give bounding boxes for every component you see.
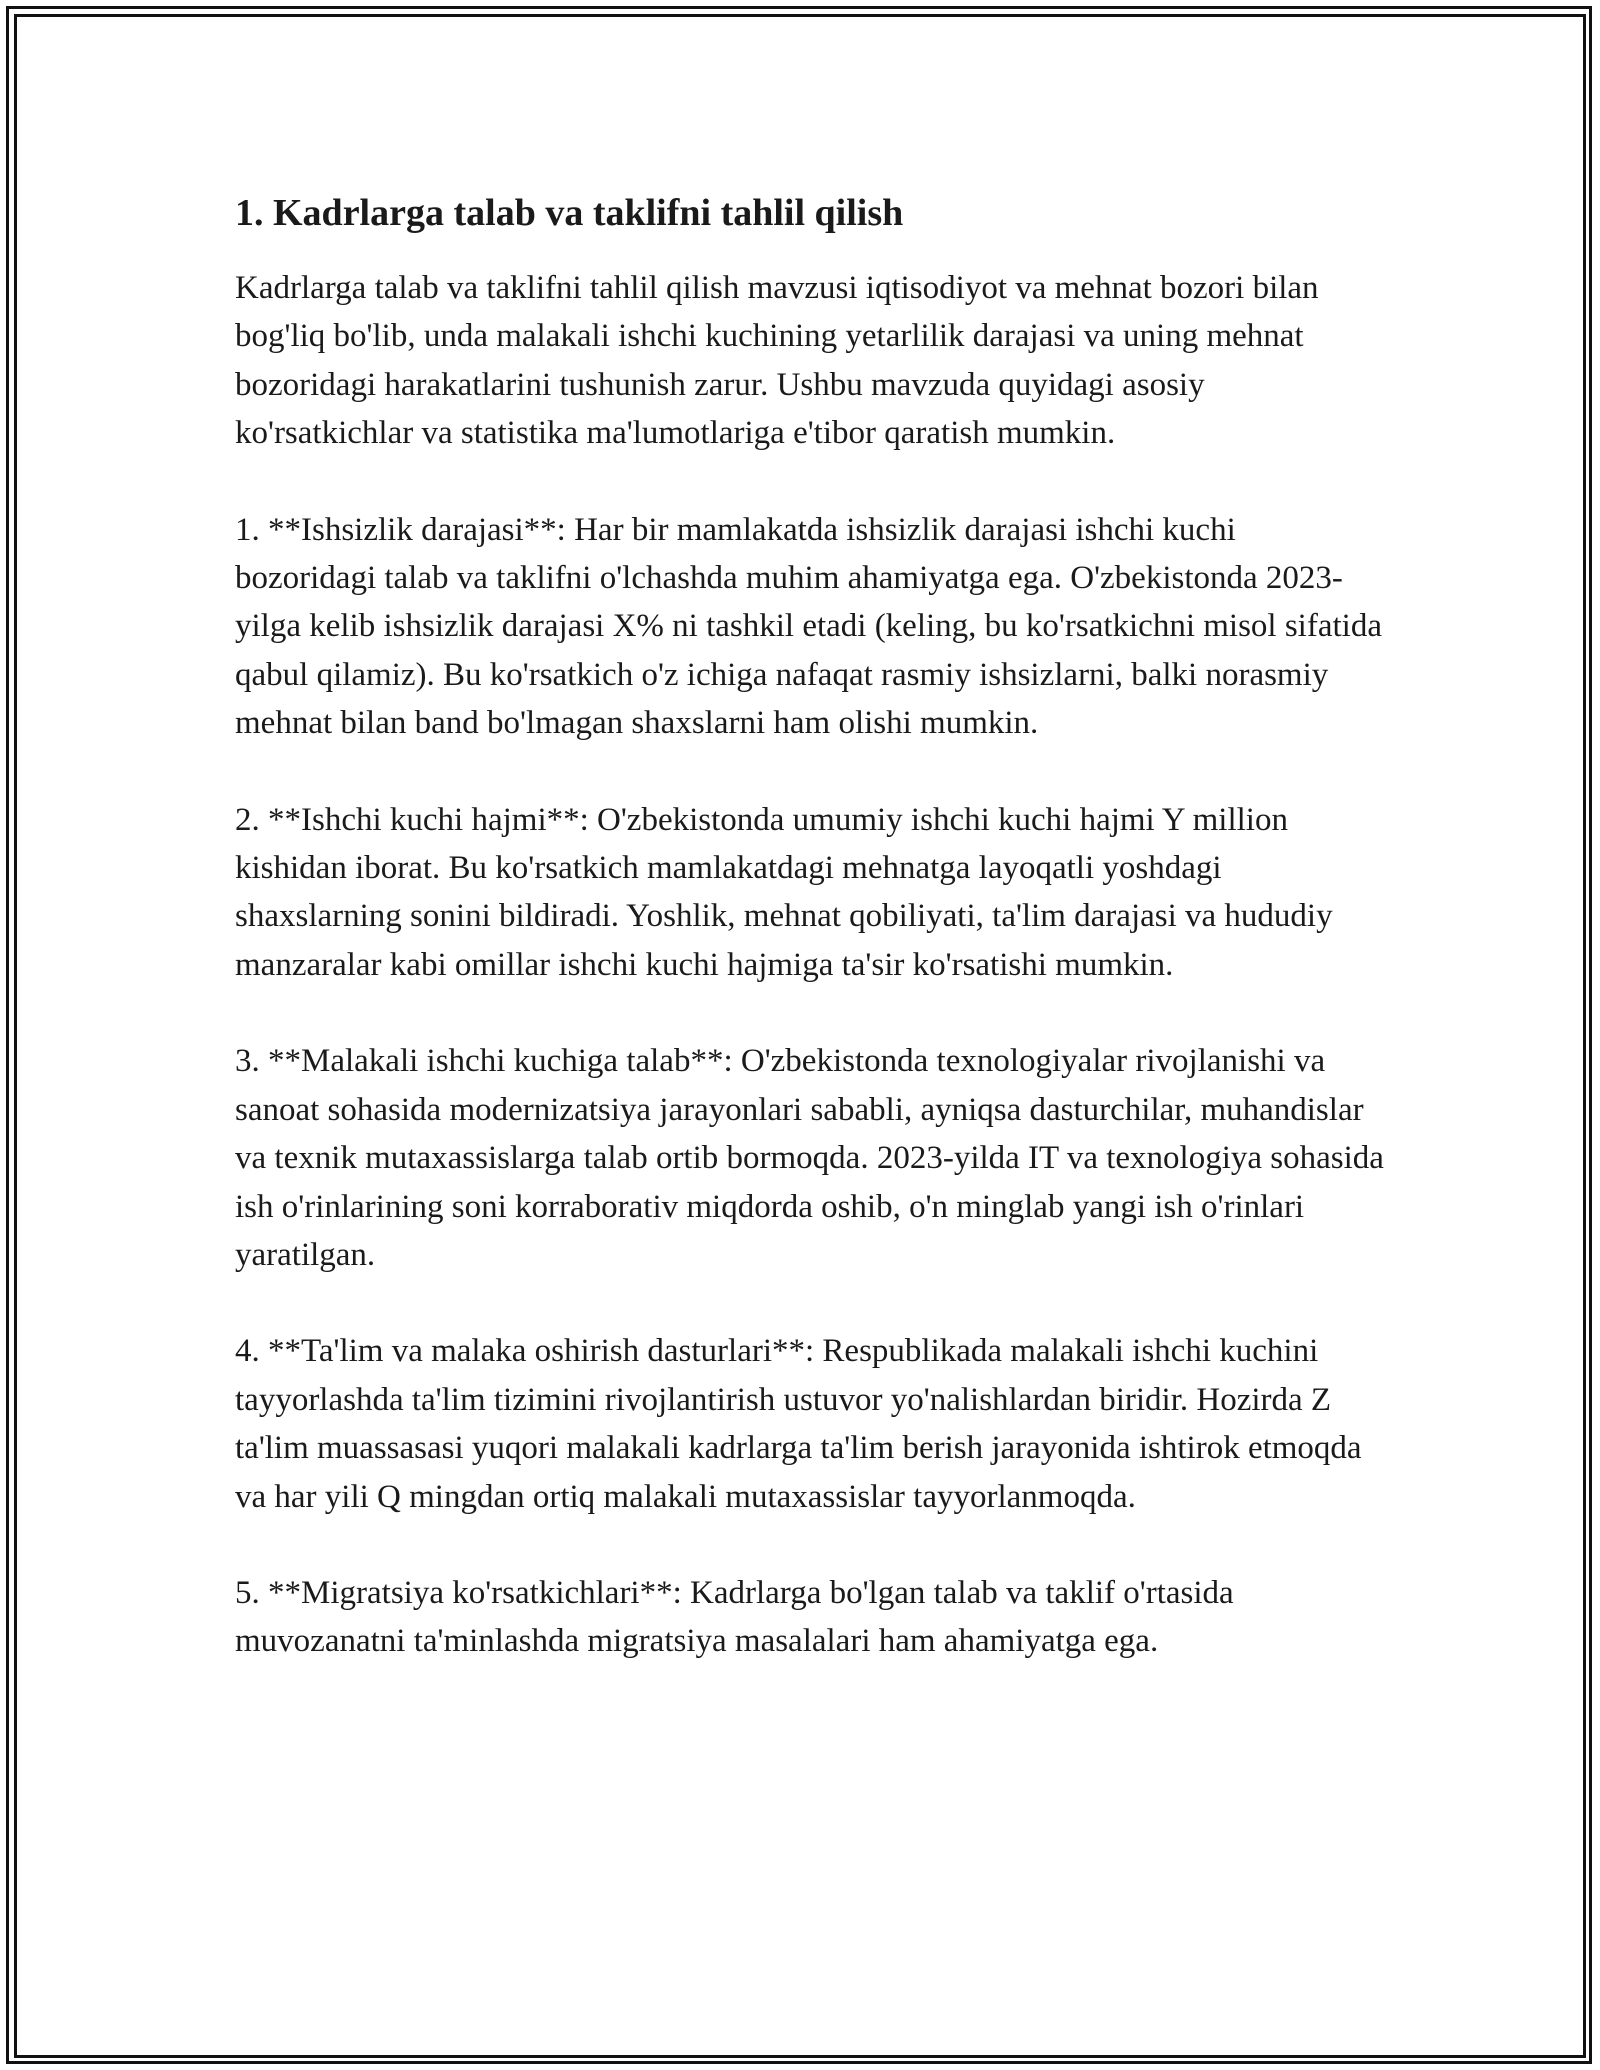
paragraph-labor-force-size: 2. **Ishchi kuchi hajmi**: O'zbekistonda umumiy ishchi kuchi hajmi Y million kishidan iborat. Bu ko'rsatkich mamlakatdagi mehnatga layoqatli yoshdagi shaxslarning sonini bildiradi. Yoshlik, mehnat qobiliyati, ta'lim darajasi va hududiy manzaralar kabi omillar ishchi kuchi hajmiga ta'sir ko'rsatishi mumkin. [235, 801, 1333, 983]
paragraph-intro: Kadrlarga talab va taklifni tahlil qilish mavzusi iqtisodiyot va mehnat bozori bilan bog'liq bo'lib, unda malakali ishchi kuchining yetarlilik darajasi va uning mehnat bozoridagi harakatlarini tushunish zarur. Ushbu mavzuda quyidagi asosiy ko'rsatkichlar va statistika ma'lumotlariga e'tibor qaratish mumkin. [235, 270, 1319, 452]
section-heading: 1. Kadrlarga talab va taklifni tahlil qilish [235, 192, 904, 234]
paragraph-education-programs: 4. **Ta'lim va malaka oshirish dasturlari**: Respublikada malakali ishchi kuchini tayyorlashda ta'lim tizimini rivojlantirish ustuvor yo'nalishlardan biridir. Hozirda Z ta'lim muassasasi yuqori malakali kadrlarga ta'lim berish jarayonida ishtirok etmoqda va har yili Q mingdan ortiq malakali mutaxassislar tayyorlanmoqda. [235, 1333, 1362, 1515]
paragraph-skilled-labor-demand: 3. **Malakali ishchi kuchiga talab**: O'zbekistonda texnologiyalar rivojlanishi va sanoat sohasida modernizatsiya jarayonlari sababli, ayniqsa dasturchilar, muhandislar va texnik mutaxassislarga talab ortib bormoqda. 2023-yilda IT va texnologiya sohasida ish o'rinlarining soni korraborativ miqdorda oshib, o'n minglab yangi ish o'rinlari yaratilgan. [235, 1043, 1384, 1273]
paragraph-migration-indicators: 5. **Migratsiya ko'rsatkichlari**: Kadrlarga bo'lgan talab va taklif o'rtasida muvozanatni ta'minlashda migratsiya masalalari ham ahamiyatga ega. [235, 1574, 1234, 1660]
paragraph-unemployment-rate: 1. **Ishsizlik darajasi**: Har bir mamlakatda ishsizlik darajasi ishchi kuchi bozoridagi talab va taklifni o'lchashda muhim ahamiyatga ega. O'zbekistonda 2023-yilga kelib ishsizlik darajasi X% ni tashkil etadi (keling, bu ko'rsatkichni misol sifatida qabul qilamiz). Bu ko'rsatkich o'z ichiga nafaqat rasmiy ishsizlarni, balki norasmiy mehnat bilan band bo'lmagan shaxslarni ham olishi mumkin. [235, 511, 1382, 742]
document-body [235, 186, 1385, 1666]
